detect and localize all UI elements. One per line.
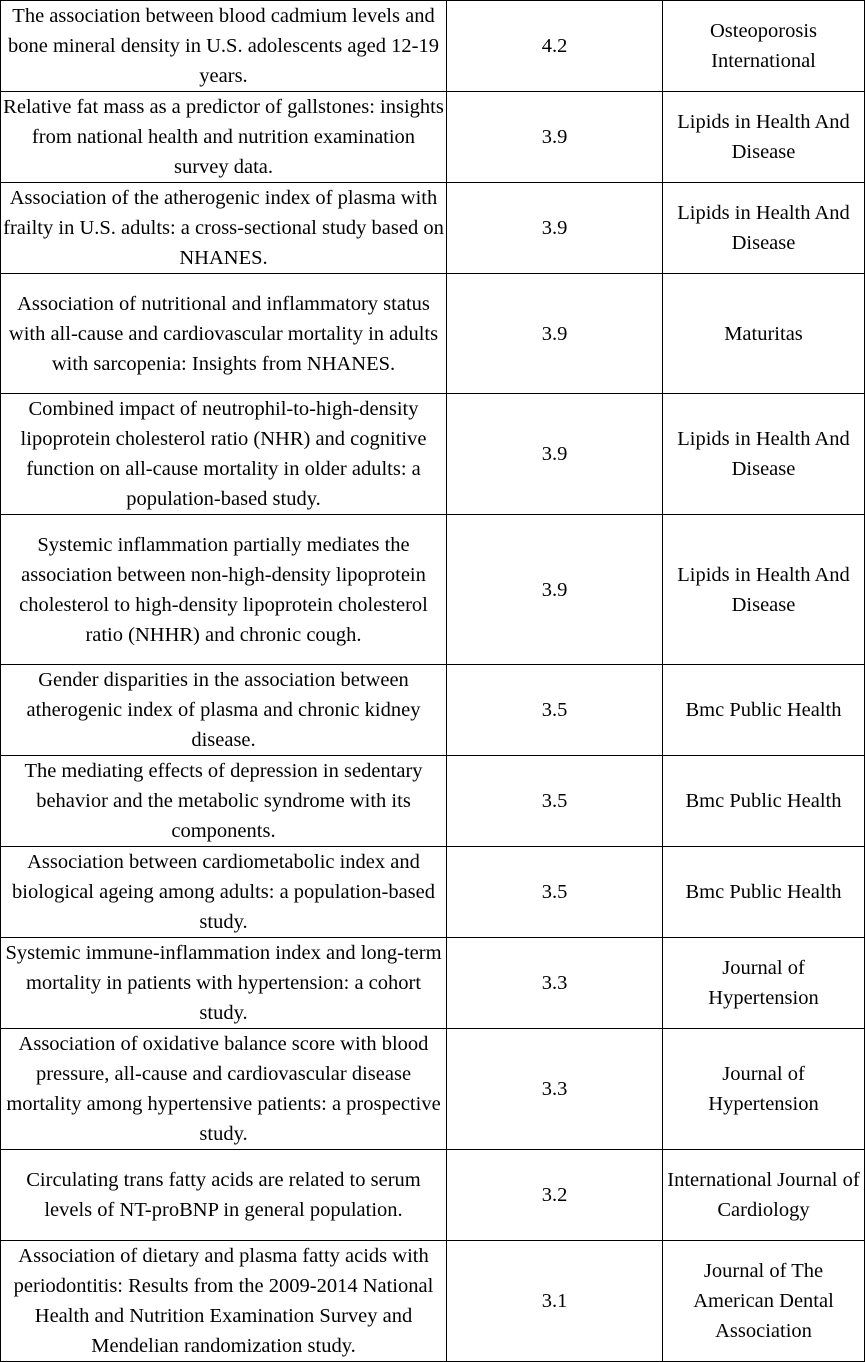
impact-factor-cell: 3.2 [447, 1150, 663, 1241]
impact-factor-cell: 3.3 [447, 1029, 663, 1150]
table-row [1, 1150, 865, 1241]
table-row [1, 515, 865, 665]
table-row [1, 756, 865, 847]
paper-title-cell: The mediating effects of depression in sedentary behavior and the metabolic syndrome with its components. [1, 756, 447, 847]
impact-factor-cell: 3.1 [447, 1241, 663, 1362]
journal-cell: Journal of Hypertension [663, 938, 865, 1029]
paper-title-cell: Association of dietary and plasma fatty acids with periodontitis: Results from the 2009-2014 National Health and Nutrition Examination Survey and Mendelian randomization study. [1, 1241, 447, 1362]
paper-title-cell: The association between blood cadmium levels and bone mineral density in U.S. adolescents aged 12-19 years. [1, 1, 447, 92]
table-row [1, 1241, 865, 1362]
paper-title-cell: Circulating trans fatty acids are related to serum levels of NT-proBNP in general population. [1, 1150, 447, 1241]
table-row [1, 847, 865, 938]
impact-factor-cell: 3.9 [447, 183, 663, 274]
table-row [1, 665, 865, 756]
impact-factor-cell: 3.9 [447, 515, 663, 665]
journal-cell: Journal of Hypertension [663, 1029, 865, 1150]
journal-cell: Maturitas [663, 274, 865, 394]
paper-title-cell: Association between cardiometabolic index and biological ageing among adults: a population-based study. [1, 847, 447, 938]
paper-title-cell: Gender disparities in the association between atherogenic index of plasma and chronic kidney disease. [1, 665, 447, 756]
paper-title-cell: Systemic inflammation partially mediates the association between non-high-density lipoprotein cholesterol to high-density lipoprotein cholesterol ratio (NHHR) and chronic cough. [1, 515, 447, 665]
paper-title-cell: Combined impact of neutrophil-to-high-density lipoprotein cholesterol ratio (NHR) and cognitive function on all-cause mortality in older adults: a population-based study. [1, 394, 447, 515]
impact-factor-cell: 3.5 [447, 756, 663, 847]
table-row [1, 938, 865, 1029]
table-row [1, 183, 865, 274]
journal-cell: International Journal of Cardiology [663, 1150, 865, 1241]
table-row [1, 92, 865, 183]
impact-factor-cell: 3.5 [447, 665, 663, 756]
journal-cell: Journal of The American Dental Association [663, 1241, 865, 1362]
journal-cell: Lipids in Health And Disease [663, 515, 865, 665]
table-row [1, 274, 865, 394]
table-row [1, 394, 865, 515]
impact-factor-cell: 3.9 [447, 394, 663, 515]
paper-title-cell: Relative fat mass as a predictor of gallstones: insights from national health and nutrition examination survey data. [1, 92, 447, 183]
impact-factor-cell: 4.2 [447, 1, 663, 92]
journal-cell: Bmc Public Health [663, 847, 865, 938]
journal-cell: Lipids in Health And Disease [663, 183, 865, 274]
paper-title-cell: Association of the atherogenic index of plasma with frailty in U.S. adults: a cross-sectional study based on NHANES. [1, 183, 447, 274]
journal-cell: Lipids in Health And Disease [663, 92, 865, 183]
paper-title-cell: Association of oxidative balance score with blood pressure, all-cause and cardiovascular disease mortality among hypertensive patients: a prospective study. [1, 1029, 447, 1150]
table-row [1, 1, 865, 92]
journal-cell: Bmc Public Health [663, 665, 865, 756]
impact-factor-cell: 3.9 [447, 274, 663, 394]
journal-cell: Osteoporosis International [663, 1, 865, 92]
journal-cell: Bmc Public Health [663, 756, 865, 847]
table-row [1, 1029, 865, 1150]
journal-cell: Lipids in Health And Disease [663, 394, 865, 515]
impact-factor-cell: 3.9 [447, 92, 663, 183]
paper-title-cell: Systemic immune-inflammation index and long-term mortality in patients with hypertension: a cohort study. [1, 938, 447, 1029]
paper-title-cell: Association of nutritional and inflammatory status with all-cause and cardiovascular mortality in adults with sarcopenia: Insights from NHANES. [1, 274, 447, 394]
impact-factor-cell: 3.5 [447, 847, 663, 938]
impact-factor-cell: 3.3 [447, 938, 663, 1029]
